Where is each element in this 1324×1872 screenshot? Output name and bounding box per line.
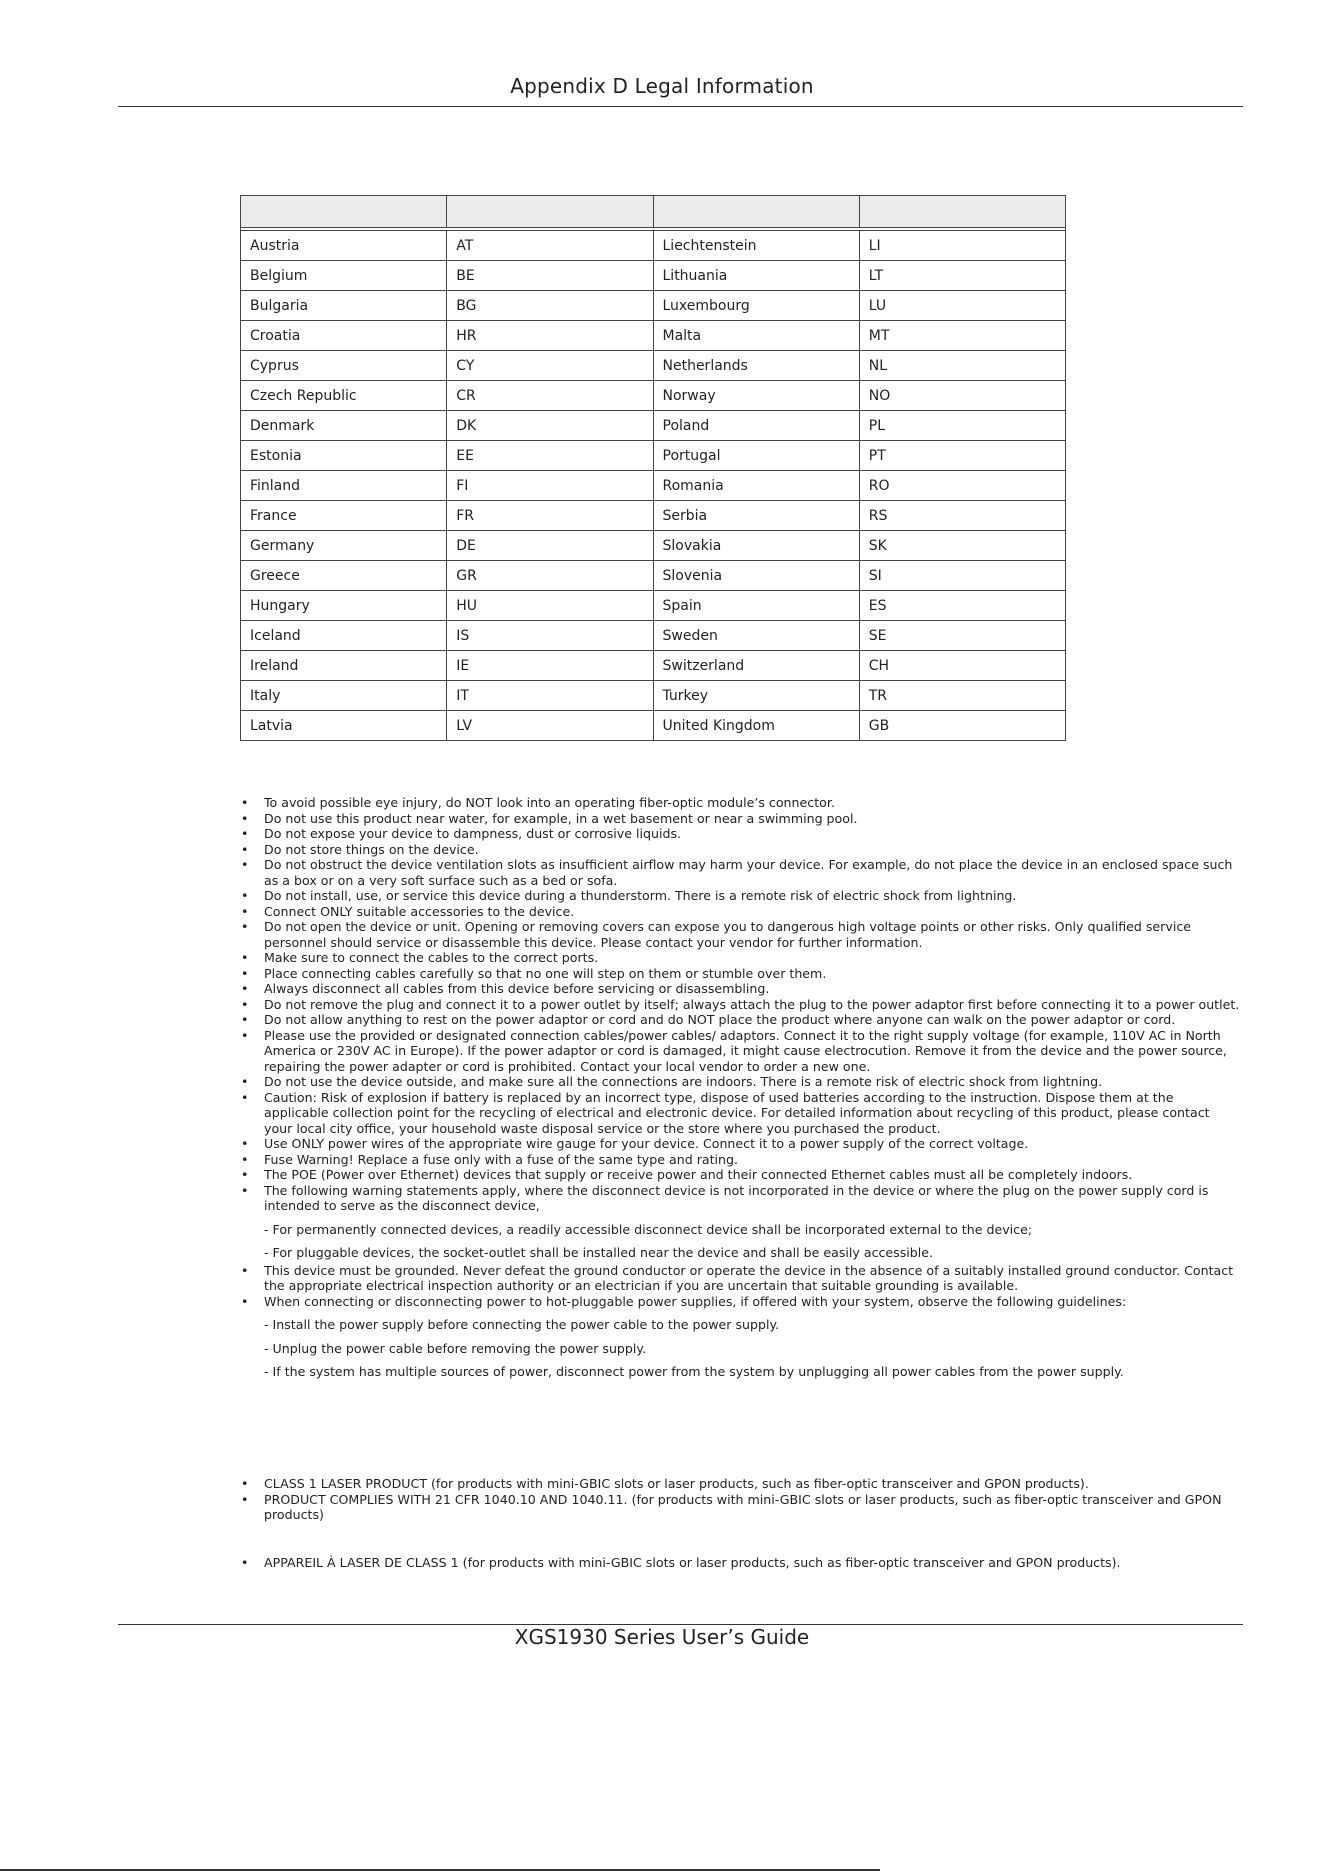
country-code-cell: AT xyxy=(447,231,653,261)
country-code-cell: CY xyxy=(447,351,653,381)
country-code-cell: GB xyxy=(859,711,1065,741)
table-row xyxy=(241,621,1066,651)
page-end-rule xyxy=(0,1869,880,1871)
country-code-cell: TR xyxy=(859,681,1065,711)
country-code-cell: HR xyxy=(447,321,653,351)
country-name-cell: Iceland xyxy=(241,621,447,651)
header-rule xyxy=(118,106,1243,107)
laser-french-list xyxy=(240,1555,1240,1571)
country-code-cell: BG xyxy=(447,291,653,321)
table-row xyxy=(241,231,1066,261)
country-name-cell: Greece xyxy=(241,561,447,591)
safety-item: • Do not obstruct the device ventilation slots as insufficient airflow may harm your device. For example, do not place the device in an enclosed space such as a box or on a very soft surface such as a bed or sofa. xyxy=(240,857,1240,888)
country-code-cell: PL xyxy=(859,411,1065,441)
safety-item: • Always disconnect all cables from this device before servicing or disassembling. xyxy=(240,981,1240,997)
country-code-cell: SK xyxy=(859,531,1065,561)
laser-item: • PRODUCT COMPLIES WITH 21 CFR 1040.10 AND 1040.11. (for products with mini-GBIC slots or laser products, such as fiber-optic transceiver and GPON products) xyxy=(240,1492,1240,1523)
country-code-cell: IT xyxy=(447,681,653,711)
country-code-cell: EE xyxy=(447,441,653,471)
country-name-cell: Slovenia xyxy=(653,561,859,591)
country-name-cell: Hungary xyxy=(241,591,447,621)
country-code-cell: HU xyxy=(447,591,653,621)
table-row xyxy=(241,411,1066,441)
country-name-cell: Malta xyxy=(653,321,859,351)
hotplug-sub-item: - Install the power supply before connecting the power cable to the power supply. xyxy=(264,1317,780,1332)
country-code-cell: MT xyxy=(859,321,1065,351)
country-name-cell: Sweden xyxy=(653,621,859,651)
page-header-title: Appendix D Legal Information xyxy=(510,74,814,98)
table-row xyxy=(241,261,1066,291)
table-row xyxy=(241,381,1066,411)
table-row xyxy=(241,501,1066,531)
safety-item: • Do not install, use, or service this device during a thunderstorm. There is a remote risk of electric shock from lightning. xyxy=(240,888,1240,904)
safety-item: • Connect ONLY suitable accessories to the device. xyxy=(240,904,1240,920)
safety-item: • Do not open the device or unit. Opening or removing covers can expose you to dangerous high voltage points or other risks. Only qualified service personnel should service or disassemble this device. Please contact your vendor for further information. xyxy=(240,919,1240,950)
table-row xyxy=(241,351,1066,381)
country-name-cell: Finland xyxy=(241,471,447,501)
safety-item: • Do not use the device outside, and make sure all the connections are indoors. There is a remote risk of electric shock from lightning. xyxy=(240,1074,1240,1090)
safety-item: • Do not remove the plug and connect it to a power outlet by itself; always attach the plug to the power adaptor first before connecting it to a power outlet. xyxy=(240,997,1240,1013)
country-code-cell: DE xyxy=(447,531,653,561)
safety-item: • The POE (Power over Ethernet) devices that supply or receive power and their connected Ethernet cables must all be completely indoors. xyxy=(240,1167,1240,1183)
country-name-cell: Czech Republic xyxy=(241,381,447,411)
country-code-cell: SE xyxy=(859,621,1065,651)
table-header-cell xyxy=(241,196,447,228)
country-name-cell: United Kingdom xyxy=(653,711,859,741)
disconnect-sub-item: - For permanently connected devices, a readily accessible disconnect device shall be incorporated external to the device; xyxy=(264,1221,1033,1237)
country-name-cell: Italy xyxy=(241,681,447,711)
table-row xyxy=(241,561,1066,591)
country-name-cell: Switzerland xyxy=(653,651,859,681)
country-code-cell: LV xyxy=(447,711,653,741)
safety-item: • Caution: Risk of explosion if battery is replaced by an incorrect type, dispose of used batteries according to the instruction. Dispose them at the applicable collection point for the recycling of electrical and electronic device. For detailed information about recycling of this product, please contact your local city office, your household waste disposal service or the store where you purchased the product. xyxy=(240,1090,1240,1137)
country-code-cell: PT xyxy=(859,441,1065,471)
country-name-cell: Romania xyxy=(653,471,859,501)
safety-item: • Do not use this product near water, for example, in a wet basement or near a swimming pool. xyxy=(240,811,1240,827)
country-name-cell: Portugal xyxy=(653,441,859,471)
country-name-cell: Spain xyxy=(653,591,859,621)
table-header-cell xyxy=(859,196,1065,228)
safety-item: • Please use the provided or designated connection cables/power cables/ adaptors. Connect it to the right supply voltage (for example, 110V AC in North America or 230V AC in Europe). If the power adaptor or cord is damaged, it might cause electrocution. Remove it from the device and the power source, repairing the power adapter or cord is prohibited. Contact your local vendor to order a new one. xyxy=(240,1028,1240,1075)
safety-item: • Do not store things on the device. xyxy=(240,842,1240,858)
country-code-cell: NL xyxy=(859,351,1065,381)
country-name-cell: Liechtenstein xyxy=(653,231,859,261)
country-name-cell: Slovakia xyxy=(653,531,859,561)
table-row xyxy=(241,291,1066,321)
table-header-cell xyxy=(447,196,653,228)
country-name-cell: Norway xyxy=(653,381,859,411)
country-name-cell: Turkey xyxy=(653,681,859,711)
country-name-cell: Estonia xyxy=(241,441,447,471)
country-name-cell: Denmark xyxy=(241,411,447,441)
country-code-cell: LU xyxy=(859,291,1065,321)
country-code-table xyxy=(240,195,1066,741)
country-name-cell: Germany xyxy=(241,531,447,561)
country-table-body xyxy=(241,228,1066,741)
table-row xyxy=(241,591,1066,621)
laser-statements-list xyxy=(240,1476,1240,1523)
disconnect-text: The following warning statements apply, where the disconnect device is not incorporated in the device or where the plug on the power supply cord is intended to serve as the disconnect device, xyxy=(264,1182,1209,1213)
country-name-cell: Cyprus xyxy=(241,351,447,381)
table-row xyxy=(241,681,1066,711)
laser-item: • CLASS 1 LASER PRODUCT (for products with mini-GBIC slots or laser products, such as fiber-optic transceiver and GPON products). xyxy=(240,1476,1240,1492)
country-name-cell: Belgium xyxy=(241,261,447,291)
page-footer-title: XGS1930 Series User’s Guide xyxy=(514,1625,810,1649)
safety-item: • Use ONLY power wires of the appropriate wire gauge for your device. Connect it to a power supply of the correct voltage. xyxy=(240,1136,1240,1152)
country-name-cell: Ireland xyxy=(241,651,447,681)
country-code-cell: IE xyxy=(447,651,653,681)
country-code-cell: RO xyxy=(859,471,1065,501)
country-code-cell: ES xyxy=(859,591,1065,621)
safety-warnings-list xyxy=(240,795,1240,1382)
table-header-row xyxy=(241,196,1066,228)
safety-item: • Do not allow anything to rest on the power adaptor or cord and do NOT place the product where anyone can walk on the power adaptor or cord. xyxy=(240,1012,1240,1028)
safety-item: • Make sure to connect the cables to the correct ports. xyxy=(240,950,1240,966)
country-name-cell: Bulgaria xyxy=(241,291,447,321)
country-code-cell: BE xyxy=(447,261,653,291)
table-row xyxy=(241,531,1066,561)
safety-item: • Place connecting cables carefully so that no one will step on them or stumble over them. xyxy=(240,966,1240,982)
country-code-cell: IS xyxy=(447,621,653,651)
country-name-cell: Lithuania xyxy=(653,261,859,291)
country-name-cell: Austria xyxy=(241,231,447,261)
disconnect-sub-item: - For pluggable devices, the socket-outlet shall be installed near the device and shall be easily accessible. xyxy=(264,1245,934,1260)
safety-item: • To avoid possible eye injury, do NOT look into an operating fiber-optic module’s connector. xyxy=(240,795,1240,811)
safety-item: • Do not expose your device to dampness, dust or corrosive liquids. xyxy=(240,826,1240,842)
country-name-cell: Netherlands xyxy=(653,351,859,381)
country-code-cell: LI xyxy=(859,231,1065,261)
table-row xyxy=(241,441,1066,471)
hotplug-sub-item: - If the system has multiple sources of power, disconnect power from the system by unplugging all power cables from the power supply. xyxy=(264,1364,1124,1379)
country-name-cell: France xyxy=(241,501,447,531)
safety-item-hotplug xyxy=(240,1294,1240,1380)
country-code-cell: FR xyxy=(447,501,653,531)
country-name-cell: Luxembourg xyxy=(653,291,859,321)
country-code-cell: SI xyxy=(859,561,1065,591)
table-row xyxy=(241,711,1066,741)
safety-item-ground: • This device must be grounded. Never defeat the ground conductor or operate the device in the absence of a suitably installed ground conductor. Contact the appropriate electrical inspection authority or an electrician if you are uncertain that suitable grounding is available. xyxy=(240,1263,1240,1294)
country-code-cell: LT xyxy=(859,261,1065,291)
table-header-cell xyxy=(653,196,859,228)
table-row xyxy=(241,321,1066,351)
country-code-cell: FI xyxy=(447,471,653,501)
country-code-cell: RS xyxy=(859,501,1065,531)
country-code-cell: NO xyxy=(859,381,1065,411)
safety-item-disconnect xyxy=(240,1183,1240,1261)
hotplug-text: When connecting or disconnecting power to hot-pluggable power supplies, if offered with your system, observe the following guidelines: xyxy=(264,1293,1127,1309)
country-code-cell: GR xyxy=(447,561,653,591)
table-row xyxy=(241,471,1066,501)
hotplug-sub-item: - Unplug the power cable before removing the power supply. xyxy=(264,1340,647,1356)
table-row xyxy=(241,651,1066,681)
country-code-cell: CH xyxy=(859,651,1065,681)
country-code-cell: DK xyxy=(447,411,653,441)
country-name-cell: Latvia xyxy=(241,711,447,741)
laser-french-item: • APPAREIL À LASER DE CLASS 1 (for products with mini-GBIC slots or laser products, such as fiber-optic transceiver and GPON products). xyxy=(240,1555,1240,1571)
country-name-cell: Croatia xyxy=(241,321,447,351)
country-code-cell: CR xyxy=(447,381,653,411)
safety-item: • Fuse Warning! Replace a fuse only with a fuse of the same type and rating. xyxy=(240,1152,1240,1168)
country-name-cell: Serbia xyxy=(653,501,859,531)
country-name-cell: Poland xyxy=(653,411,859,441)
